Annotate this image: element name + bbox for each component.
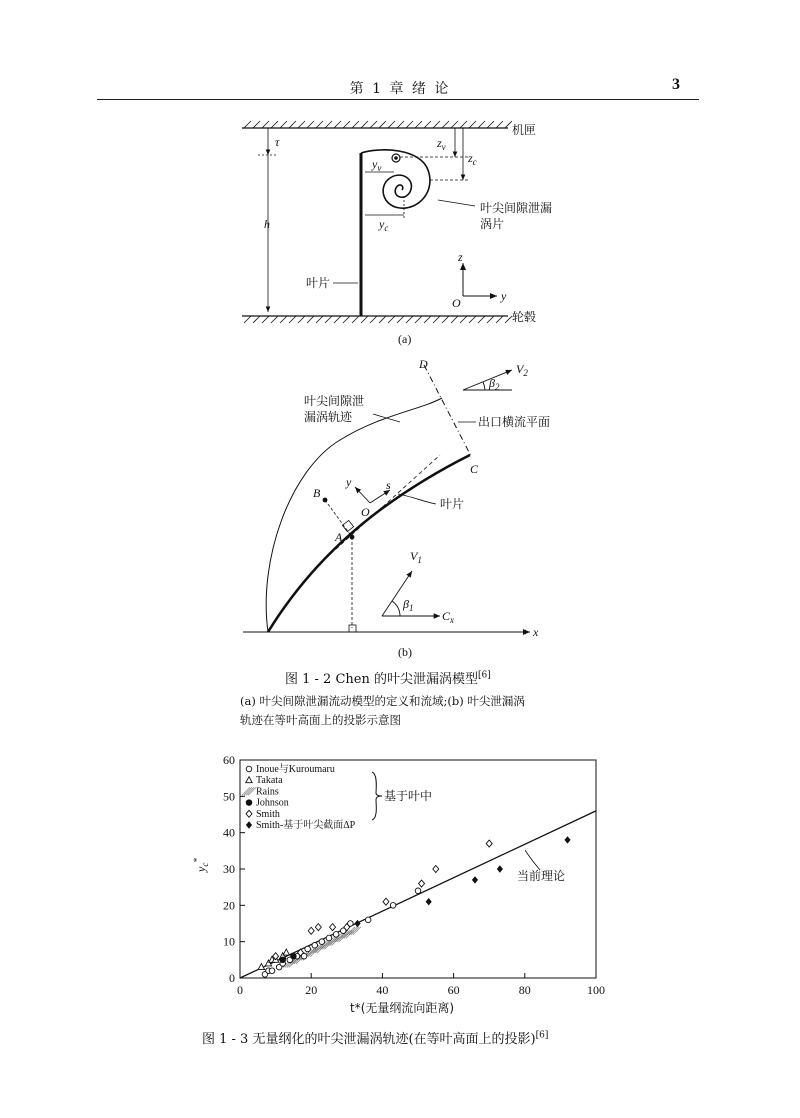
- subcaption-line2: 轨迹在等叶高面上的投影示意图: [240, 713, 401, 727]
- label-x-b: x: [533, 625, 539, 639]
- data-point-4: [330, 924, 336, 931]
- label-blade-a: 叶片: [306, 276, 331, 290]
- label-D: D: [419, 357, 428, 371]
- legend-label-3: Johnson: [256, 797, 289, 809]
- data-point-0: [333, 932, 339, 938]
- label-yv: $y_v$: [372, 157, 382, 173]
- label-y-b: y: [346, 475, 352, 489]
- label-beta2: $\beta_2$: [489, 376, 500, 392]
- header-title: 第 1 章 绪 论: [349, 81, 451, 97]
- theory-line: [240, 808, 596, 978]
- axis-y-label: y: [501, 289, 507, 303]
- label-B: B: [313, 486, 321, 500]
- data-point-5: [472, 877, 477, 883]
- data-point-5: [565, 837, 570, 843]
- data-point-4: [419, 880, 425, 887]
- label-trajectory-line2: 漏涡轨迹: [304, 410, 353, 424]
- label-s-b: s: [386, 478, 391, 492]
- data-point-3: [291, 953, 297, 959]
- data-point-5: [426, 899, 431, 905]
- data-point-0: [319, 939, 325, 945]
- legend-marker-1: [246, 777, 252, 783]
- legend-brace: [372, 772, 382, 820]
- y-tick-label: 10: [223, 934, 235, 949]
- chart-points: [258, 837, 570, 977]
- legend-marker-2: [242, 787, 256, 795]
- data-point-0: [326, 935, 332, 941]
- page-number: 3: [672, 76, 680, 93]
- legend-label-2: Rains: [256, 786, 279, 798]
- origin-label-a: O: [452, 296, 461, 310]
- legend-marker-5: [247, 822, 252, 828]
- x-tick-label: 0: [237, 983, 243, 997]
- label-V2: $V_2$: [516, 362, 528, 378]
- label-casing: 机匣: [512, 123, 537, 137]
- x-axis-label: t*(无量纲流向距离): [350, 1001, 455, 1015]
- y-tick-label: 60: [223, 753, 235, 767]
- label-V1: $V_1$: [410, 549, 422, 565]
- x-tick-label: 80: [518, 983, 531, 997]
- label-trajectory-line1: 叶尖间隙泄: [304, 394, 365, 408]
- theory-leader: [525, 850, 540, 870]
- data-point-4: [383, 898, 389, 905]
- legend-marker-3: [246, 800, 252, 806]
- brace-label: 基于叶中: [384, 789, 433, 803]
- legend-label-5: Smith-基于叶尖截面ΔP: [256, 820, 356, 831]
- label-exit-plane: 出口横流平面: [478, 415, 551, 429]
- label-A: A: [335, 530, 343, 544]
- y-tick-label: 20: [223, 898, 235, 913]
- legend-label-0: Inoue与Kuroumaru: [256, 764, 335, 775]
- axis-z-label: z: [458, 250, 463, 264]
- data-point-0: [269, 968, 275, 974]
- subcaption-line1: (a) 叶尖间隙泄漏流动模型的定义和流域;(b) 叶尖泄漏涡: [240, 694, 525, 708]
- y-tick-label: 50: [223, 789, 235, 804]
- data-point-0: [312, 943, 318, 949]
- label-tau: τ: [275, 135, 280, 149]
- data-point-0: [305, 946, 311, 952]
- label-blade-b: 叶片: [440, 497, 465, 511]
- caption-figure-1-2: 图 1 - 2 Chen 的叶尖泄漏涡模型[6]: [285, 670, 491, 687]
- y-tick-label: 30: [223, 862, 235, 876]
- theory-label: 当前理论: [517, 869, 566, 883]
- y-tick-label: 40: [223, 825, 235, 840]
- label-vortex-line1: 叶尖间隙泄漏: [480, 201, 553, 215]
- label-h: h: [264, 217, 270, 231]
- sub-label-a: (a): [398, 332, 412, 346]
- label-C: C: [470, 462, 479, 476]
- data-point-1: [283, 949, 289, 955]
- data-point-4: [433, 866, 439, 873]
- data-point-0: [390, 903, 396, 909]
- label-yc: $y_c$: [379, 217, 389, 233]
- label-beta1: $\beta_1$: [403, 597, 414, 613]
- x-tick-label: 40: [376, 983, 389, 997]
- sub-label-b: (b): [398, 645, 412, 659]
- label-vortex-line2: 涡片: [480, 217, 505, 231]
- legend-marker-4: [246, 810, 252, 817]
- legend-label-1: Takata: [256, 775, 283, 787]
- x-tick-label: 60: [447, 983, 460, 997]
- data-point-4: [315, 924, 321, 931]
- caption-figure-1-3: 图 1 - 3 无量纲化的叶尖泄漏涡轨迹(在等叶高面上的投影)[6]: [202, 1030, 549, 1047]
- data-point-4: [486, 840, 492, 847]
- label-Cx: $C_x$: [442, 609, 455, 625]
- data-point-4: [308, 927, 314, 934]
- y-tick-label: 0: [229, 971, 235, 985]
- label-zc: $z_c$: [468, 151, 477, 167]
- y-axis-label: $y_c^*$: [192, 858, 210, 872]
- x-tick-label: 20: [305, 983, 318, 997]
- data-point-3: [280, 957, 286, 963]
- label-zv: $z_v$: [437, 136, 446, 152]
- data-point-0: [415, 888, 421, 894]
- legend-marker-0: [246, 766, 252, 772]
- chart-legend: [246, 762, 356, 831]
- x-tick-label: 100: [587, 983, 605, 997]
- label-O-b: O: [361, 505, 370, 519]
- data-point-5: [497, 866, 502, 872]
- legend-label-4: Smith: [256, 808, 280, 820]
- data-point-0: [365, 917, 371, 923]
- label-hub: 轮毂: [512, 310, 537, 324]
